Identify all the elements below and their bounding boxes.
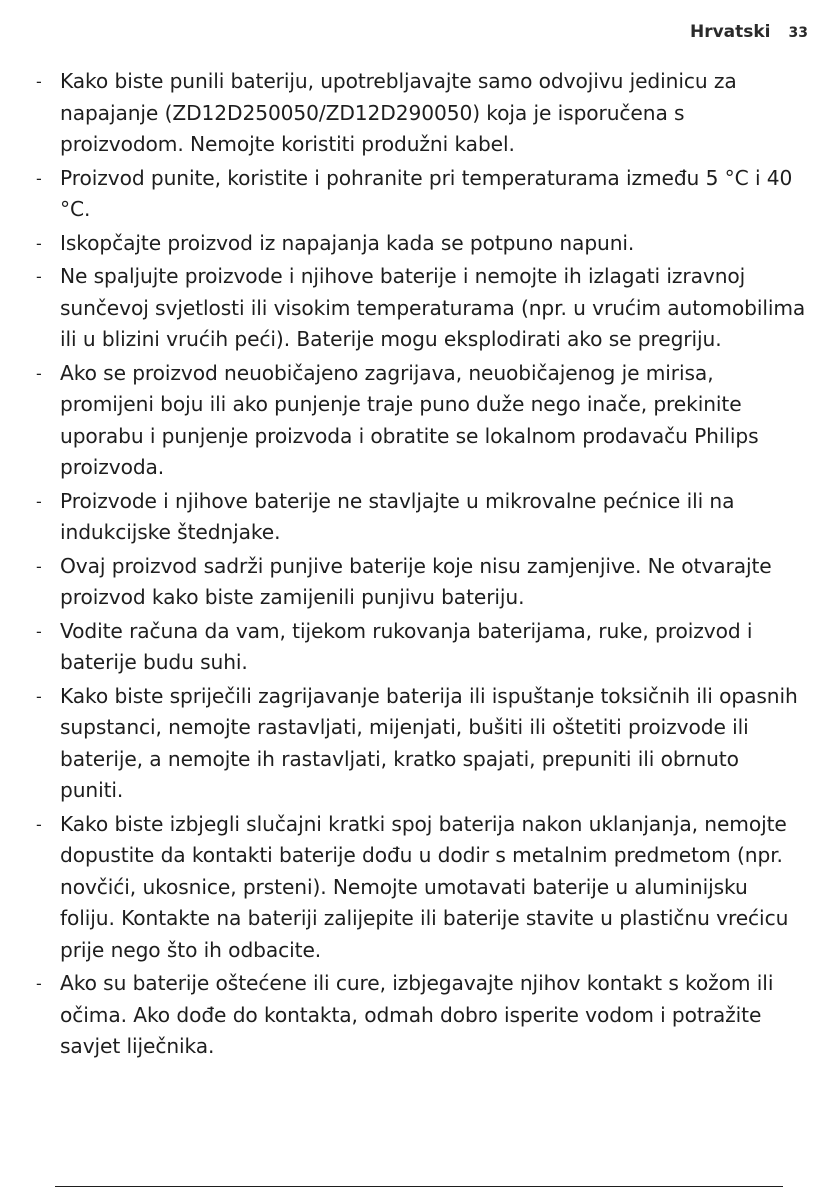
list-item-text: Kako biste punili bateriju, upotrebljavajte samo odvojivu jedinicu za napajanje (ZD12D250050/ZD12D290050) koja je isporučena s proizvodom. Nemojte koristiti produžni kabel.: [60, 69, 737, 156]
page-header: [690, 22, 808, 42]
list-item: [36, 616, 806, 679]
bullet-dash: -: [36, 168, 42, 188]
list-item-text: Iskopčajte proizvod iz napajanja kada se potpuno napuni.: [60, 230, 635, 255]
list-item-text: Ako se proizvod neuobičajeno zagrijava, neuobičajenog je mirisa, promijeni boju ili ako punjenje traje puno duže nego inače, prekinite uporabu i punjenje proizvoda i obratite se lokalnom prodavaču Philips proizvoda.: [60, 360, 759, 479]
list-item-text: Proizvod punite, koristite i pohranite pri temperaturama između 5 °C i 40 °C.: [60, 165, 793, 221]
footer-divider: [55, 1186, 783, 1187]
list-item: [36, 968, 806, 1063]
list-item: [36, 809, 806, 967]
language-label: Hrvatski: [689, 22, 771, 42]
list-item-text: Ako su baterije oštećene ili cure, izbjegavajte njihov kontakt s kožom ili očima. Ako dođe do kontakta, odmah dobro isperite vodom i potražite savjet liječnika.: [60, 971, 774, 1058]
list-item: [36, 358, 806, 484]
bullet-dash: -: [36, 267, 42, 286]
bullet-dash: -: [36, 556, 42, 576]
list-item-text: Kako biste izbjegli slučajni kratki spoj baterija nakon uklanjanja, nemojte dopustite da kontakti baterije dođu u dodir s metalnim predmetom (npr. novčići, ukosnice, prsteni). Nemojte umotavati baterije u aluminijsku foliju. Kontakte na bateriji zalijepite ili baterije stavite u plastičnu vrećicu prije nego što ih odbacite.: [60, 811, 789, 962]
list-item-text: Kako biste spriječili zagrijavanje baterija ili ispuštanje toksičnih ili opasnih supstanci, nemojte rastavljati, mijenjati, bušiti ili oštetiti proizvode ili baterije, a nemojte ih rastavljati, kratko spajati, prepuniti ili obrnuto puniti.: [60, 683, 798, 802]
list-item: [36, 551, 806, 614]
list-item: [36, 228, 806, 260]
list-item-text: Ovaj proizvod sadrži punjive baterije koje nisu zamjenjive. Ne otvarajte proizvod kako biste zamijenili punjivu bateriju.: [60, 553, 772, 609]
list-item: [36, 681, 806, 807]
bullet-dash: -: [36, 233, 42, 253]
bullet-dash: -: [36, 686, 42, 706]
list-item: [36, 163, 806, 226]
bullet-dash: -: [36, 621, 42, 641]
bullet-dash: -: [36, 363, 42, 383]
list-item: [36, 261, 806, 356]
safety-list: [36, 66, 806, 1065]
page-number: 33: [788, 25, 808, 41]
list-item: [36, 486, 806, 549]
list-item-text: Vodite računa da vam, tijekom rukovanja baterijama, ruke, proizvod i baterije budu suhi.: [60, 618, 753, 674]
list-item: [36, 66, 806, 161]
bullet-dash: -: [36, 814, 42, 834]
list-item-text: Proizvode i njihove baterije ne stavljajte u mikrovalne pećnice ili na indukcijske štednjake.: [60, 488, 735, 544]
list-item-text: Ne spaljujte proizvode i njihove baterije i nemojte ih izlagati izravnoj sunčevoj svjetlosti ili visokim temperaturama (npr. u vrućim automobilima ili u blizini vrućih peći). Baterije mogu eksplodirati ako se pregriju.: [60, 264, 806, 351]
bullet-dash: -: [36, 72, 42, 91]
bullet-dash: -: [36, 974, 42, 993]
bullet-dash: -: [36, 491, 42, 511]
